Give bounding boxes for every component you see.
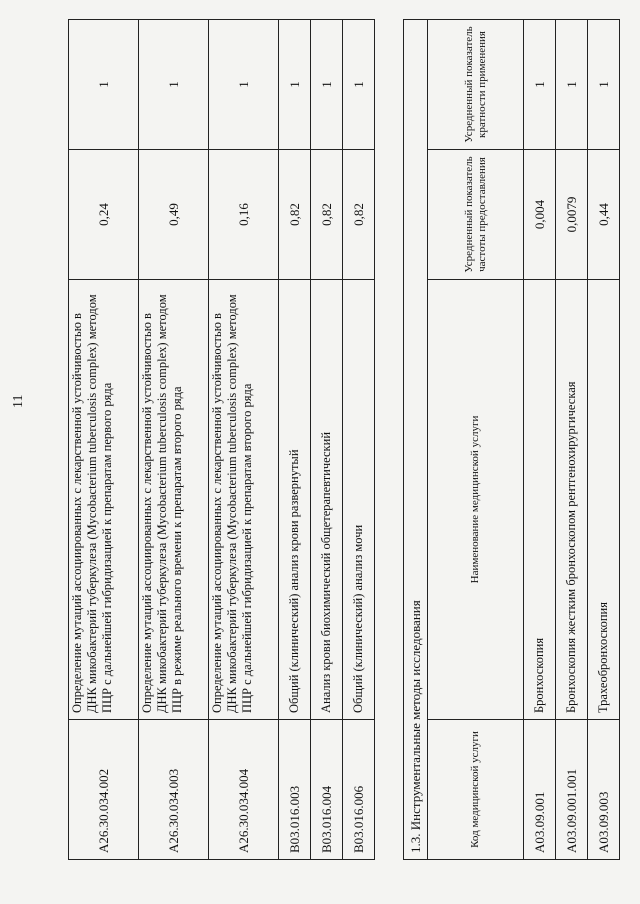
service-code: A26.30.034.002 — [69, 720, 139, 860]
multiplicity-value: 1 — [556, 19, 588, 149]
services-table-continued — [68, 19, 375, 860]
frequency-value: 0,49 — [139, 150, 209, 280]
frequency-value: 0,16 — [209, 150, 279, 280]
multiplicity-value: 1 — [69, 20, 139, 150]
service-code: B03.016.006 — [343, 720, 375, 860]
service-code: A03.09.003 — [588, 720, 620, 860]
frequency-value: 0,44 — [588, 150, 620, 280]
table-row — [69, 20, 139, 860]
table-row — [209, 20, 279, 860]
service-name: Общий (клинический) анализ мочи — [343, 280, 375, 720]
frequency-value: 0,004 — [524, 150, 556, 280]
frequency-value: 0,24 — [69, 150, 139, 280]
header-frequency: Усредненный показатель частоты предоставления — [428, 150, 524, 280]
table-row — [139, 20, 209, 860]
header-name: Наименование медицинской услуги — [428, 280, 524, 720]
header-code: Код медицинской услуги — [428, 720, 524, 860]
service-code: B03.016.004 — [311, 720, 343, 860]
table-row — [556, 19, 588, 859]
section-title: 1.3. Инструментальные методы исследования — [404, 19, 428, 859]
multiplicity-value: 1 — [524, 19, 556, 149]
multiplicity-value: 1 — [139, 20, 209, 150]
service-name: Определение мутаций ассоциированных с лекарственной устойчивостью в ДНК микобактерий туберкулеза (Mycobacterium tuberculosis complex) методом ПЦР в режиме реального времени к препаратам второго ряда — [139, 280, 209, 720]
frequency-value: 0,82 — [311, 150, 343, 280]
service-name: Анализ крови биохимический общетерапевтический — [311, 280, 343, 720]
table-row — [343, 20, 375, 860]
rotated-content — [11, 20, 618, 860]
section-row — [404, 19, 428, 859]
service-name: Общий (клинический) анализ крови развернутый — [279, 280, 311, 720]
table-header-row — [428, 19, 524, 859]
instrumental-methods-table — [403, 19, 620, 860]
service-code: A03.09.001 — [524, 720, 556, 860]
frequency-value: 0,82 — [343, 150, 375, 280]
service-code: A26.30.034.003 — [139, 720, 209, 860]
multiplicity-value: 1 — [343, 20, 375, 150]
service-code: B03.016.003 — [279, 720, 311, 860]
service-code: A26.30.034.004 — [209, 720, 279, 860]
service-name: Определение мутаций ассоциированных с лекарственной устойчивостью в ДНК микобактерий туберкулеза (Mycobacterium tuberculosis complex) методом ПЦР с дальнейшей гибридизацией к препаратам второго ряда — [209, 280, 279, 720]
service-name: Трахеобронхоскопия — [588, 280, 620, 720]
multiplicity-value: 1 — [209, 20, 279, 150]
table-row — [311, 20, 343, 860]
page-number: 11 — [11, 394, 26, 408]
frequency-value: 0,0079 — [556, 150, 588, 280]
header-multiplicity: Усредненный показатель кратности применения — [428, 19, 524, 149]
frequency-value: 0,82 — [279, 150, 311, 280]
service-name: Определение мутаций ассоциированных с лекарственной устойчивостью в ДНК микобактерий туберкулеза (Mycobacterium tuberculosis complex) методом ПЦР с дальнейшей гибридизацией к препаратам первого ряда — [69, 280, 139, 720]
service-name: Бронхоскопия — [524, 280, 556, 720]
table-row — [524, 19, 556, 859]
multiplicity-value: 1 — [311, 20, 343, 150]
table-row — [588, 19, 620, 859]
service-name: Бронхоскопия жестким бронхоскопом рентгенохирургическая — [556, 280, 588, 720]
multiplicity-value: 1 — [588, 19, 620, 149]
service-code: A03.09.001.001 — [556, 720, 588, 860]
multiplicity-value: 1 — [279, 20, 311, 150]
table-row — [279, 20, 311, 860]
